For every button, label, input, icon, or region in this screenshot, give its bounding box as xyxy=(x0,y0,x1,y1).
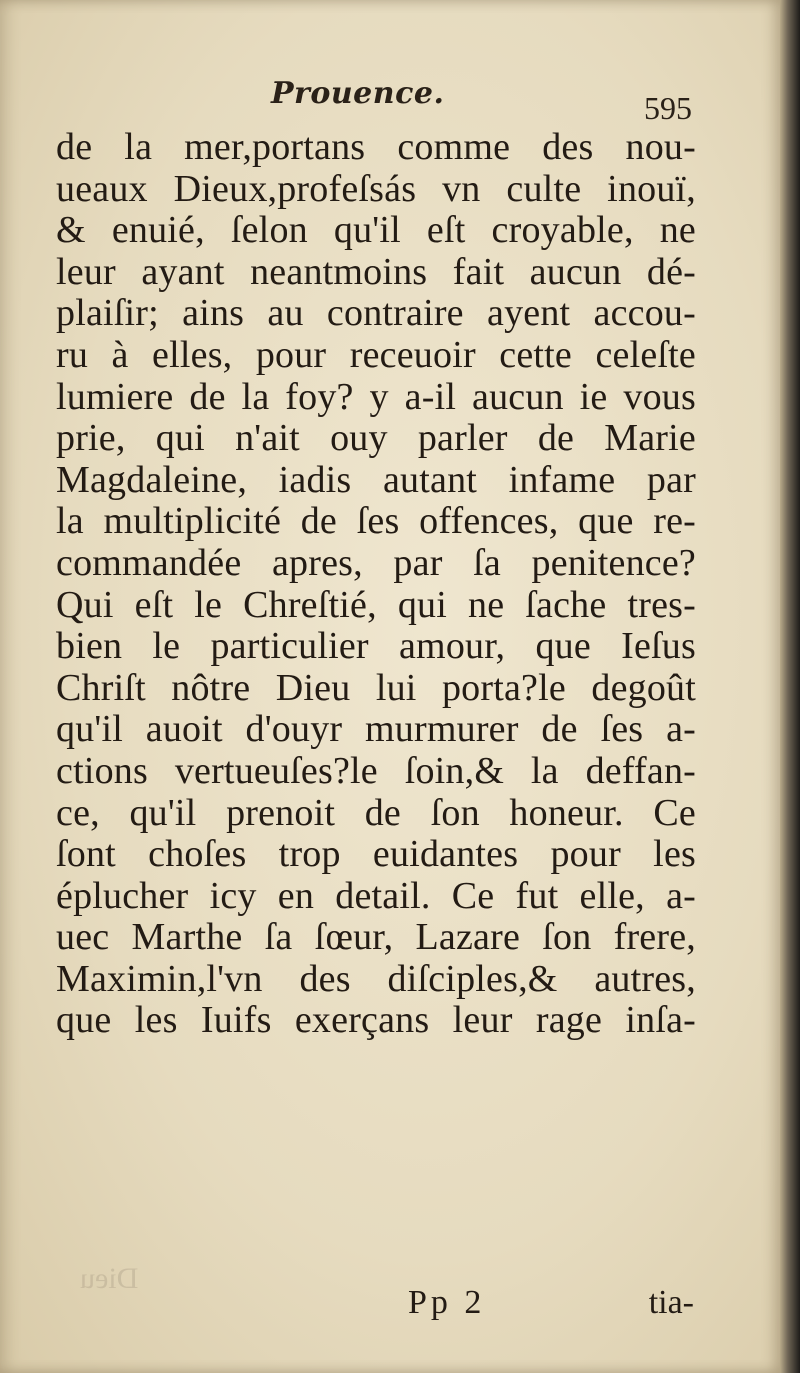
text-line: Maximin,l'vn des diſciples,& autres, xyxy=(56,957,696,1000)
text-line: bien le particulier amour, que Ieſus xyxy=(56,625,696,668)
signature-mark: Pp 2 xyxy=(408,1284,486,1321)
page-number: 595 xyxy=(644,90,692,126)
text-line: plaiſir; ains au contraire ayent accou- xyxy=(56,292,696,335)
text-line: ueaux Dieux,profeſsás vn culte inouï, xyxy=(56,167,696,210)
catchword: tia- xyxy=(648,1284,694,1321)
text-line: lumiere de la foy? y a-il aucun ie vous xyxy=(56,375,696,418)
text-line: éplucher icy en detail. Ce fut elle, a- xyxy=(56,874,696,917)
text-line: ſont choſes trop euidantes pour les xyxy=(56,833,696,876)
text-line: leur ayant neantmoins fait aucun dé- xyxy=(56,250,696,293)
text-line: ru à elles, pour receuoir cette celeſte xyxy=(56,333,696,376)
page-footer xyxy=(56,1280,696,1330)
body-text xyxy=(56,127,696,1042)
text-line: commandée apres, par ſa penitence? xyxy=(56,541,696,584)
text-line: Magdaleine, iadis autant infame par xyxy=(56,458,696,501)
text-line: qu'il auoit d'ouyr murmurer de ſes a- xyxy=(56,708,696,751)
bleed-through-text: Dieu xyxy=(80,1262,139,1295)
text-line: prie, qui n'ait ouy parler de Marie xyxy=(56,417,696,460)
text-line: ce, qu'il prenoit de ſon honeur. Ce xyxy=(56,791,696,834)
text-line: la multiplicité de ſes offences, que re- xyxy=(56,500,696,543)
text-line: uec Marthe ſa ſœur, Lazare ſon frere, xyxy=(56,916,696,959)
running-head: Prouence. xyxy=(271,76,445,111)
text-line: que les Iuifs exerçans leur rage inſa- xyxy=(56,999,696,1042)
text-line: Chriſt nôtre Dieu lui porta?le degoût xyxy=(56,666,696,709)
text-line: Qui eſt le Chreſtié, qui ne ſache tres- xyxy=(56,583,696,626)
page-header xyxy=(56,70,696,126)
text-line: & enuié, ſelon qu'il eſt croyable, ne xyxy=(56,209,696,252)
text-line: ctions vertueuſes?le ſoin,& la deffan- xyxy=(56,749,696,792)
page-edge-shadow xyxy=(780,0,800,1373)
text-line: de la mer,portans comme des nou- xyxy=(56,126,696,168)
